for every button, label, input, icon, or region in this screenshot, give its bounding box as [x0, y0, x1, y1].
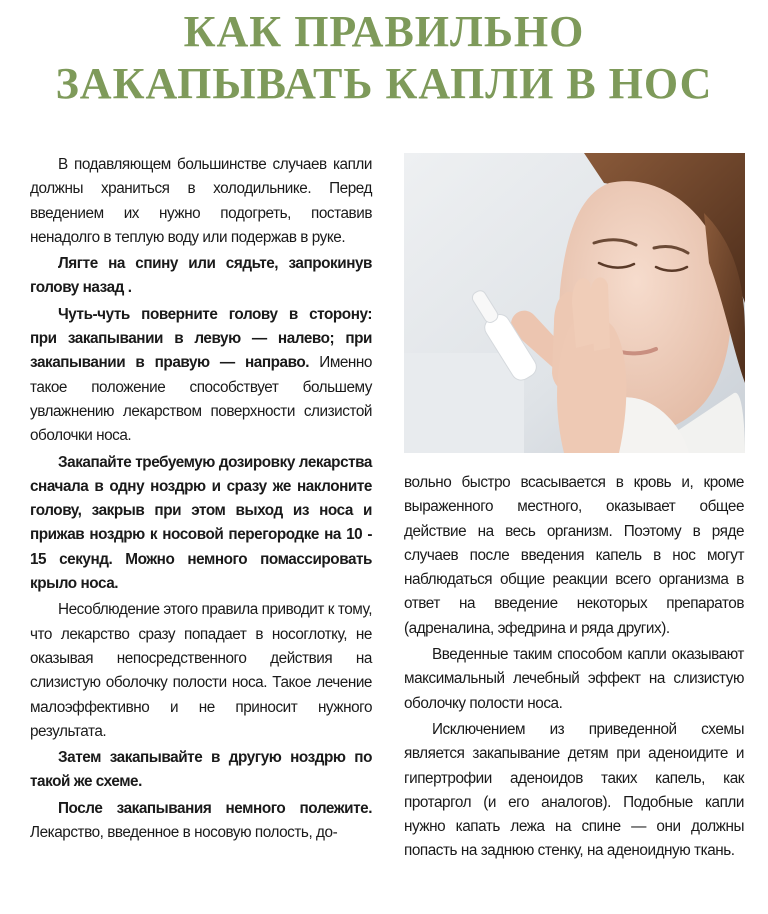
- bold-instruction: Затем закапывайте в другую ноздрю по такой же схеме.: [30, 749, 372, 791]
- right-column: [404, 471, 744, 866]
- paragraph-absorption: вольно быстро всасывается в кровь и, кроме выраженного местного, оказывает общее действие на весь организм. Поэтому в ряде случаев после введения капель в нос могут наблюдаться общие реакции всего организма в ответ на введение некоторых препаратов (адреналина, эфедрина и ряда других).: [404, 474, 744, 637]
- bold-instruction: Чуть-чуть поверните голову в сторону: при закапывании в левую — налево; при закапывании в правую — направо.: [30, 305, 372, 372]
- paragraph-text: Именно такое положение способствует большему увлажнению лекарством поверхности слизистой оболочки носа.: [30, 354, 372, 445]
- paragraph-instill: [30, 451, 372, 597]
- paragraph-storage: В подавляющем большинстве случаев капли должны храниться в холодильнике. Перед введением их нужно подогреть, поставив ненадолго в теплую воду или подержав в руке.: [30, 156, 372, 246]
- bold-instruction: После закапывания немного полежите.: [58, 799, 372, 817]
- paragraph-warning: Несоблюдение этого правила приводит к тому, что лекарство сразу попадает в носоглотку, не оказывая непосредственного действия на слизистую оболочку полости носа. Такое лечение малоэффективно и не приносит нужного результата.: [30, 601, 372, 740]
- woman-nasal-spray-photo: [404, 153, 745, 453]
- title-line-1: КАК ПРАВИЛЬНО: [183, 7, 585, 56]
- bold-instruction: Лягте на спину или сядьте, запрокинув голову назад .: [30, 255, 372, 297]
- paragraph-text: Лекарство, введенное в носовую полость, до-: [30, 824, 338, 842]
- left-column: [30, 153, 372, 847]
- page-title: [0, 6, 768, 110]
- paragraph-position: [30, 252, 372, 301]
- bold-instruction: Закапайте требуемую дозировку лекарства сначала в одну ноздрю и сразу же наклоните голову, закрыв при этом выход из носа и прижав ноздрю к носовой перегородке на 10 - 15 секунд. Можно немного помассировать крыло носа.: [30, 453, 372, 593]
- paragraph-turn-head: [30, 303, 372, 449]
- paragraph-effect: Введенные таким способом капли оказывают максимальный лечебный эффект на слизистую оболочку полости носа.: [404, 646, 744, 712]
- paragraph-other-nostril: [30, 746, 372, 795]
- paragraph-lie-down: [30, 797, 372, 846]
- paragraph-exception: Исключением из приведенной схемы является закапывание детям при аденоидите и гипертрофии аденоидов таких капель, как протаргол (и его аналогов). Подобные капли нужно капать лежа на спине — они должны попасть на заднюю стенку, на аденоидную ткань.: [404, 720, 744, 860]
- title-line-2: ЗАКАПЫВАТЬ КАПЛИ В НОС: [55, 59, 713, 108]
